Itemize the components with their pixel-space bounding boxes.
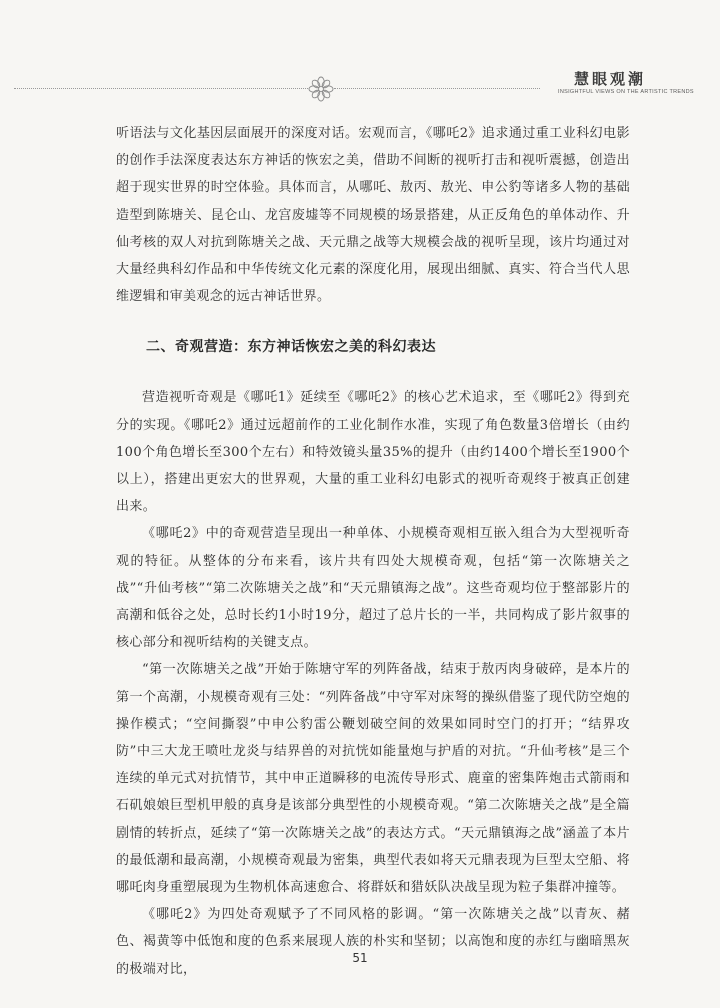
header-rule-right [334, 88, 540, 89]
section-heading: 二、奇观营造：东方神话恢宏之美的科幻表达 [146, 339, 436, 356]
article-body [116, 120, 630, 983]
brand-title: 慧眼观潮 [574, 70, 647, 88]
body-paragraph: 营造视听奇观是《哪吒1》延续至《哪吒2》的核心艺术追求，至《哪吒2》得到充分的实现。《哪吒2》通过远超前作的工业化制作水准，实现了角色数量3倍增长（由约100个角色增长至300个左右）和特效镜头量35%的提升（由约1400个增长至1900个以上），搭建出更宏大的世界观，大量的重工业科幻电影式的视听奇观终于被真正创建出来。 [116, 390, 630, 515]
body-paragraph: 《哪吒2》为四处奇观赋予了不同风格的影调。“第一次陈塘关之战”以青灰、赭色、褐黄等中低饱和度的色系来展现人族的朴实和坚韧；以高饱和度的赤红与幽暗黑灰的极端对比， [116, 907, 630, 977]
brand-subtitle: INSIGHTFUL VIEWS ON THE ARTISTIC TRENDS [558, 89, 694, 95]
flower-ornament-icon [306, 74, 336, 104]
column-brand [558, 70, 694, 95]
header-rule-left [14, 88, 308, 89]
body-paragraph: “第一次陈塘关之战”开始于陈塘守军的列阵备战，结束于敖丙肉身破碎，是本片的第一个高潮，小规模奇观有三处：“列阵备战”中守军对床弩的操纵借鉴了现代防空炮的操作模式；“空间撕裂”中申公豹雷公鞭划破空间的效果如同时空门的打开；“结界攻防”中三大龙王喷吐龙炎与结界兽的对抗恍如能量炮与护盾的对抗。“升仙考核”是三个连续的单元式对抗情节，其中申正道瞬移的电流传导形式、鹿童的密集阵炮击式箭雨和石矶娘娘巨型机甲般的真身是该部分典型性的小规模奇观。“第二次陈塘关之战”是全篇剧情的转折点，延续了“第一次陈塘关之战”的表达方式。“天元鼎镇海之战”涵盖了本片的最低潮和最高潮，小规模奇观最为密集，典型代表如将天元鼎表现为巨型太空船、将哪吒肉身重塑展现为生物机体高速愈合、将群妖和猎妖队决战呈现为粒子集群冲撞等。 [116, 662, 630, 896]
body-paragraph: 听语法与文化基因层面展开的深度对话。宏观而言，《哪吒2》追求通过重工业科幻电影的创作手法深度表达东方神话的恢宏之美，借助不间断的视听打击和视听震撼，创造出超于现实世界的时空体验。具体而言，从哪吒、敖丙、敖光、申公豹等诸多人物的基础造型到陈塘关、昆仑山、龙宫废墟等不同规模的场景搭建，从正反角色的单体动作、升仙考核的双人对抗到陈塘关之战、天元鼎之战等大规模会战的视听呈现，该片均通过对大量经典科幻作品和中华传统文化元素的深度化用，展现出细腻、真实、符合当代人思维逻辑和审美观念的远古神话世界。 [116, 126, 630, 305]
body-paragraph: 《哪吒2》中的奇观营造呈现出一种单体、小规模奇观相互嵌入组合为大型视听奇观的特征。从整体的分布来看，该片共有四处大规模奇观，包括“第一次陈塘关之战”“升仙考核”“第二次陈塘关之战”和“天元鼎镇海之战”。这些奇观均位于整部影片的高潮和低谷之处，总时长约1小时19分，超过了总片长的一半，共同构成了影片叙事的核心部分和视听结构的关键支点。 [116, 526, 630, 651]
page-number: 51 [352, 951, 368, 965]
